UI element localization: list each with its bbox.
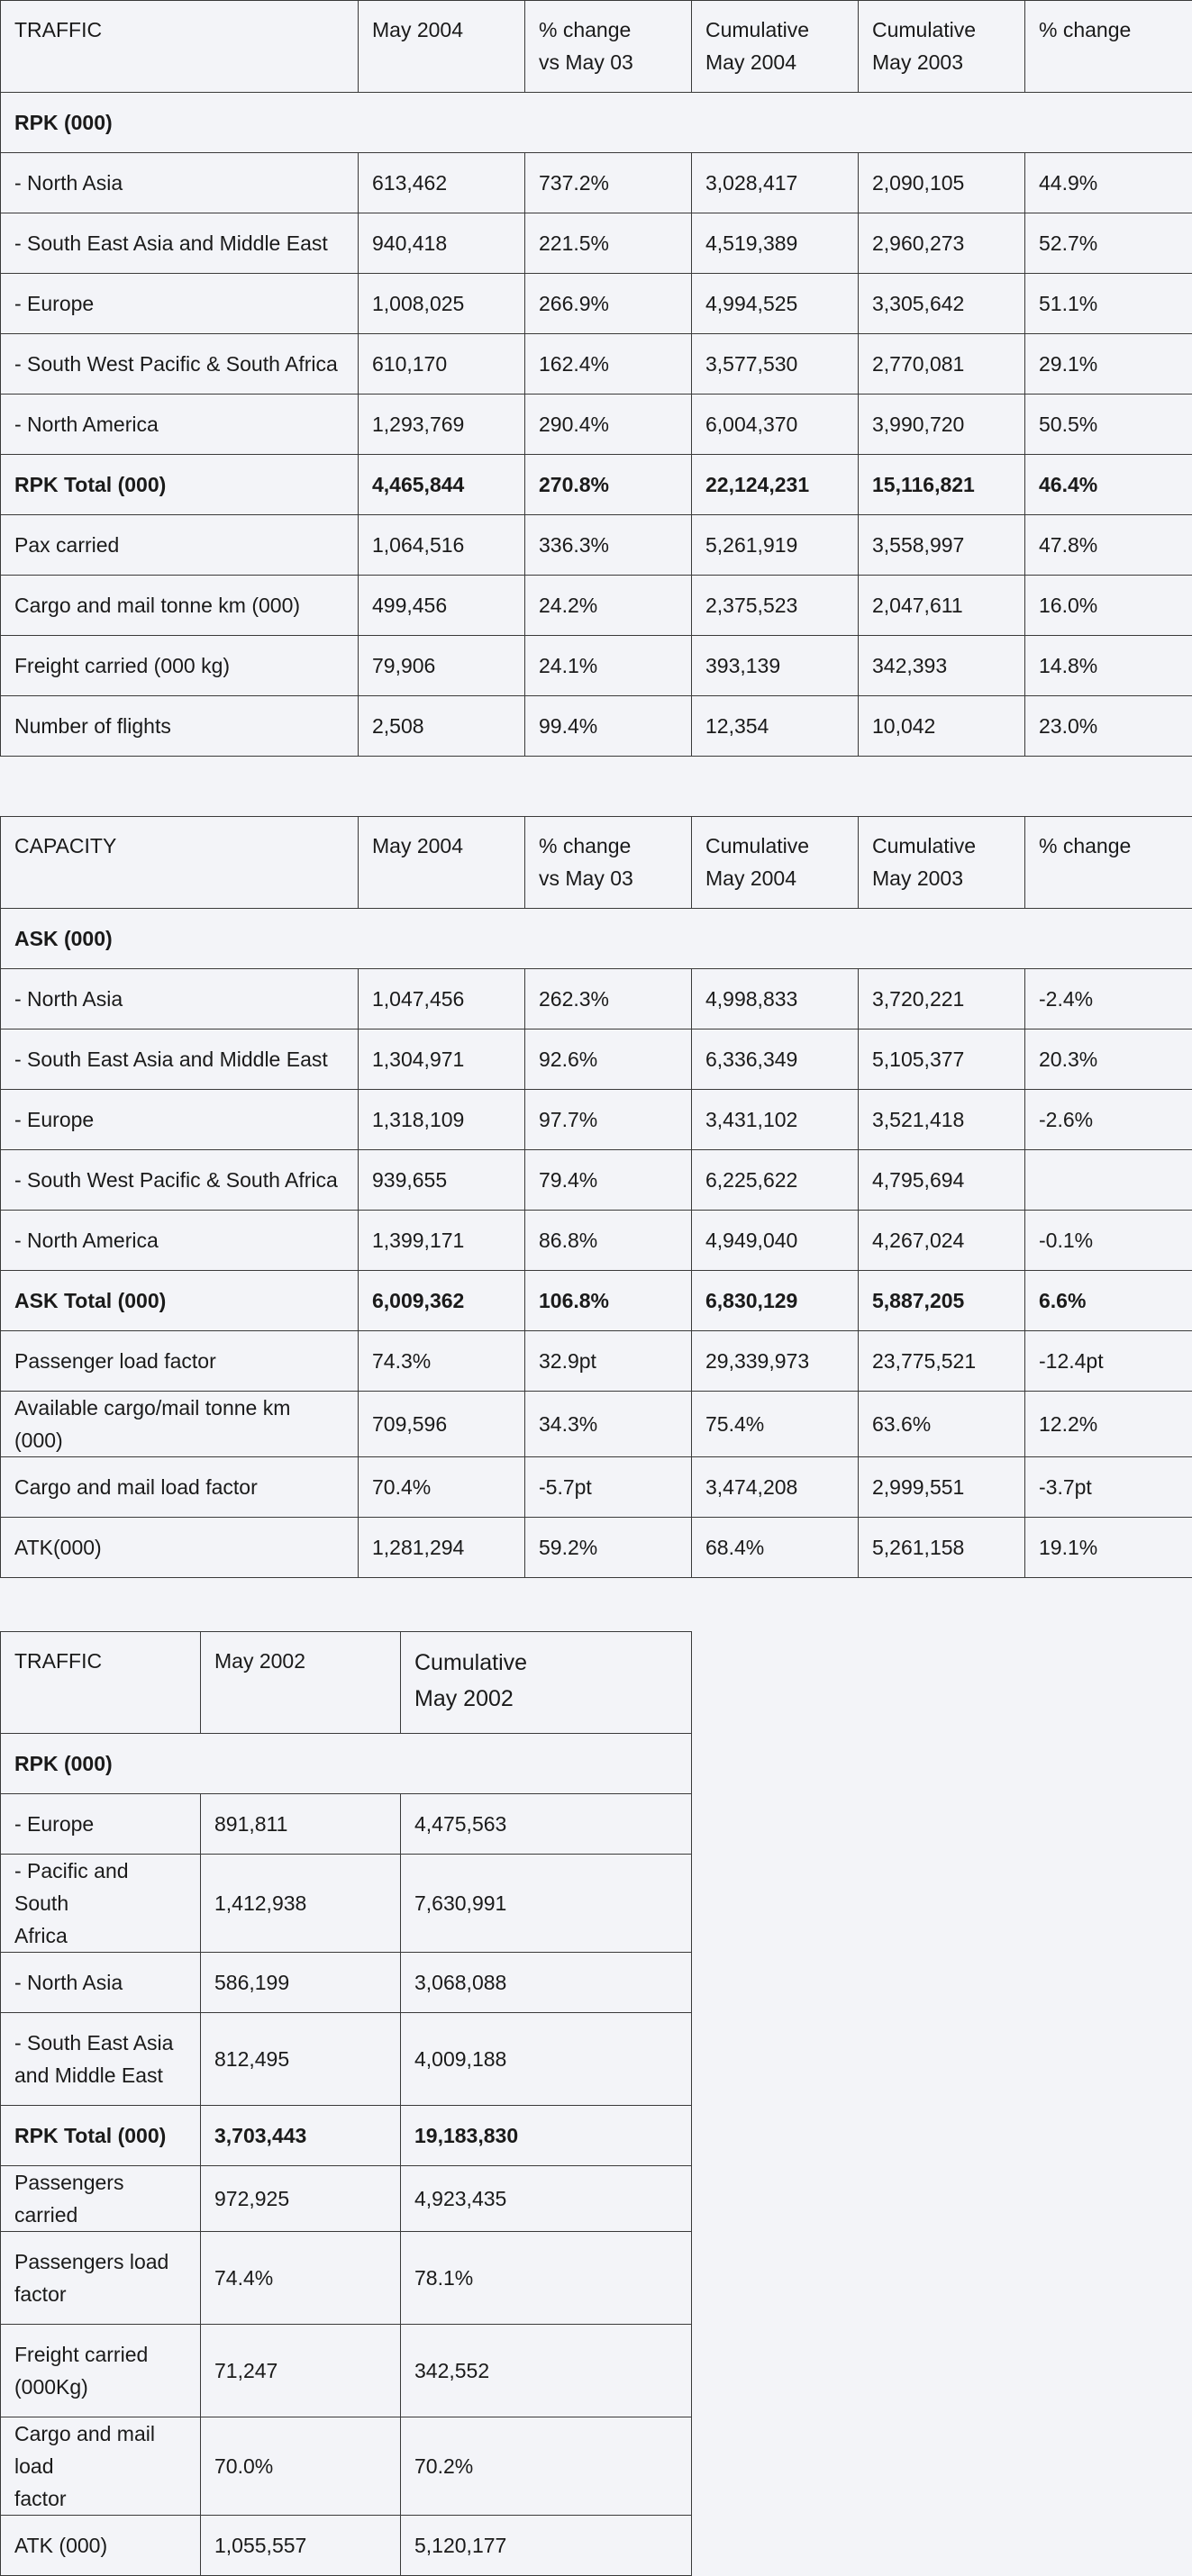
row-label: - South West Pacific & South Africa <box>1 1150 359 1211</box>
row-label: - North America <box>1 395 359 455</box>
traffic-section-label: RPK (000) <box>1 93 1192 153</box>
row-value: 3,474,208 <box>692 1457 859 1518</box>
table-row <box>1 696 1192 757</box>
row-value: 3,558,997 <box>859 515 1025 576</box>
row-value: 78.1% <box>401 2232 692 2325</box>
row-value: 342,552 <box>401 2325 692 2417</box>
row-value: 34.3% <box>525 1392 692 1457</box>
row-value: 24.2% <box>525 576 692 636</box>
row-label: - North America <box>1 1211 359 1271</box>
row-value: 75.4% <box>692 1392 859 1457</box>
capacity-header-cell: % change vs May 03 <box>525 817 692 909</box>
row-value: 3,703,443 <box>201 2106 401 2166</box>
row-value: 940,418 <box>359 213 525 274</box>
row-value: 1,399,171 <box>359 1211 525 1271</box>
capacity-header-cell: Cumulative May 2004 <box>692 817 859 909</box>
row-value <box>1025 1150 1192 1211</box>
row-value: 79.4% <box>525 1150 692 1211</box>
row-value: 262.3% <box>525 969 692 1029</box>
row-label: Passengers load factor <box>1 2232 201 2325</box>
row-value: 290.4% <box>525 395 692 455</box>
row-value: 97.7% <box>525 1090 692 1150</box>
table-row <box>1 1090 1192 1150</box>
row-label: - Europe <box>1 1090 359 1150</box>
row-value: 939,655 <box>359 1150 525 1211</box>
row-value: -3.7pt <box>1025 1457 1192 1518</box>
capacity-header-cell: Cumulative May 2003 <box>859 817 1025 909</box>
row-value: 106.8% <box>525 1271 692 1331</box>
row-value: 4,923,435 <box>401 2166 692 2232</box>
capacity-table <box>0 816 1192 1578</box>
table-row <box>1 1518 1192 1578</box>
row-value: 10,042 <box>859 696 1025 757</box>
table-row <box>1 2232 692 2325</box>
capacity-header-cell: CAPACITY <box>1 817 359 909</box>
table-row <box>1 1211 1192 1271</box>
row-value: 2,999,551 <box>859 1457 1025 1518</box>
row-value: 1,055,557 <box>201 2516 401 2576</box>
row-value: 63.6% <box>859 1392 1025 1457</box>
traffic-table <box>0 0 1192 757</box>
row-value: 52.7% <box>1025 213 1192 274</box>
traffic-header-cell: Cumulative May 2003 <box>859 1 1025 93</box>
table-row <box>1 2166 692 2232</box>
row-value: 6,225,622 <box>692 1150 859 1211</box>
row-value: 4,267,024 <box>859 1211 1025 1271</box>
row-label: RPK Total (000) <box>1 2106 201 2166</box>
row-value: 3,720,221 <box>859 969 1025 1029</box>
row-value: 4,949,040 <box>692 1211 859 1271</box>
row-value: 4,009,188 <box>401 2013 692 2106</box>
row-value: 12,354 <box>692 696 859 757</box>
row-value: 50.5% <box>1025 395 1192 455</box>
row-value: 5,120,177 <box>401 2516 692 2576</box>
row-value: 4,795,694 <box>859 1150 1025 1211</box>
table-row <box>1 213 1192 274</box>
row-label: Passengers carried <box>1 2166 201 2232</box>
traffic-2002-table-body <box>1 1632 692 2576</box>
row-label: Cargo and mail tonne km (000) <box>1 576 359 636</box>
row-value: 1,412,938 <box>201 1855 401 1953</box>
row-label: Number of flights <box>1 696 359 757</box>
row-value: 4,998,833 <box>692 969 859 1029</box>
row-label: Available cargo/mail tonne km (000) <box>1 1392 359 1457</box>
row-label: Cargo and mail load factor <box>1 2417 201 2516</box>
traffic-header-cell: May 2004 <box>359 1 525 93</box>
row-value: 972,925 <box>201 2166 401 2232</box>
row-value: 4,475,563 <box>401 1794 692 1855</box>
row-value: 5,261,158 <box>859 1518 1025 1578</box>
row-value: 221.5% <box>525 213 692 274</box>
row-label: - South East Asia and Middle East <box>1 1029 359 1090</box>
row-value: 5,887,205 <box>859 1271 1025 1331</box>
capacity-header-row <box>1 817 1192 909</box>
row-value: 19.1% <box>1025 1518 1192 1578</box>
table-row <box>1 334 1192 395</box>
row-value: 32.9pt <box>525 1331 692 1392</box>
row-value: 6,009,362 <box>359 1271 525 1331</box>
row-label: - North Asia <box>1 969 359 1029</box>
table-row <box>1 1392 1192 1457</box>
row-value: 16.0% <box>1025 576 1192 636</box>
row-value: 70.2% <box>401 2417 692 2516</box>
row-value: 5,105,377 <box>859 1029 1025 1090</box>
table-row <box>1 2516 692 2576</box>
row-label: Freight carried (000Kg) <box>1 2325 201 2417</box>
row-value: 336.3% <box>525 515 692 576</box>
row-value: 4,519,389 <box>692 213 859 274</box>
row-value: 70.0% <box>201 2417 401 2516</box>
row-label: - Europe <box>1 274 359 334</box>
row-value: 4,465,844 <box>359 455 525 515</box>
capacity-section-label: ASK (000) <box>1 909 1192 969</box>
row-value: 737.2% <box>525 153 692 213</box>
row-value: 74.3% <box>359 1331 525 1392</box>
row-value: 15,116,821 <box>859 455 1025 515</box>
row-value: 19,183,830 <box>401 2106 692 2166</box>
row-value: 59.2% <box>525 1518 692 1578</box>
row-label: Cargo and mail load factor <box>1 1457 359 1518</box>
row-value: 891,811 <box>201 1794 401 1855</box>
row-value: 1,064,516 <box>359 515 525 576</box>
row-value: 92.6% <box>525 1029 692 1090</box>
table-row <box>1 2325 692 2417</box>
row-value: -2.6% <box>1025 1090 1192 1150</box>
row-value: 74.4% <box>201 2232 401 2325</box>
row-value: 1,047,456 <box>359 969 525 1029</box>
row-value: 86.8% <box>525 1211 692 1271</box>
row-value: 709,596 <box>359 1392 525 1457</box>
capacity-header-cell: % change <box>1025 817 1192 909</box>
row-value: -5.7pt <box>525 1457 692 1518</box>
row-value: 3,028,417 <box>692 153 859 213</box>
row-value: 20.3% <box>1025 1029 1192 1090</box>
row-value: 44.9% <box>1025 153 1192 213</box>
row-label: - North Asia <box>1 153 359 213</box>
traffic-header-cell: TRAFFIC <box>1 1 359 93</box>
row-value: 7,630,991 <box>401 1855 692 1953</box>
row-value: 6,830,129 <box>692 1271 859 1331</box>
row-value: 4,994,525 <box>692 274 859 334</box>
row-value: 23,775,521 <box>859 1331 1025 1392</box>
row-value: 266.9% <box>525 274 692 334</box>
row-label: ATK(000) <box>1 1518 359 1578</box>
row-label: Pax carried <box>1 515 359 576</box>
row-value: 6.6% <box>1025 1271 1192 1331</box>
row-value: 47.8% <box>1025 515 1192 576</box>
table-row <box>1 395 1192 455</box>
row-value: 23.0% <box>1025 696 1192 757</box>
table-row <box>1 1150 1192 1211</box>
table-row <box>1 1331 1192 1392</box>
row-value: 79,906 <box>359 636 525 696</box>
row-value: 51.1% <box>1025 274 1192 334</box>
table-row <box>1 153 1192 213</box>
row-value: 2,960,273 <box>859 213 1025 274</box>
row-value: 1,008,025 <box>359 274 525 334</box>
row-value: 2,047,611 <box>859 576 1025 636</box>
row-value: 613,462 <box>359 153 525 213</box>
row-value: 610,170 <box>359 334 525 395</box>
row-value: 29.1% <box>1025 334 1192 395</box>
row-value: 3,577,530 <box>692 334 859 395</box>
capacity-header-cell: May 2004 <box>359 817 525 909</box>
row-value: 1,281,294 <box>359 1518 525 1578</box>
table-row <box>1 1271 1192 1331</box>
table-row <box>1 1953 692 2013</box>
table-row <box>1 455 1192 515</box>
traffic-2002-table <box>0 1631 692 2576</box>
row-value: 2,770,081 <box>859 334 1025 395</box>
row-value: 586,199 <box>201 1953 401 2013</box>
row-value: 70.4% <box>359 1457 525 1518</box>
row-value: 342,393 <box>859 636 1025 696</box>
table-row <box>1 636 1192 696</box>
row-value: 6,004,370 <box>692 395 859 455</box>
row-label: - Europe <box>1 1794 201 1855</box>
row-value: 1,318,109 <box>359 1090 525 1150</box>
traffic-header-row <box>1 1 1192 93</box>
table-row <box>1 2013 692 2106</box>
row-value: 393,139 <box>692 636 859 696</box>
row-value: 71,247 <box>201 2325 401 2417</box>
row-value: 14.8% <box>1025 636 1192 696</box>
row-value: 3,431,102 <box>692 1090 859 1150</box>
traffic-2002-header-cell: TRAFFIC <box>1 1632 201 1734</box>
row-value: 2,090,105 <box>859 153 1025 213</box>
row-value: 270.8% <box>525 455 692 515</box>
row-label: Freight carried (000 kg) <box>1 636 359 696</box>
row-value: 3,068,088 <box>401 1953 692 2013</box>
row-value: 162.4% <box>525 334 692 395</box>
row-value: 29,339,973 <box>692 1331 859 1392</box>
row-value: 2,508 <box>359 696 525 757</box>
capacity-section-row <box>1 909 1192 969</box>
row-value: -2.4% <box>1025 969 1192 1029</box>
table-row <box>1 1457 1192 1518</box>
traffic-header-cell: % change <box>1025 1 1192 93</box>
row-value: 499,456 <box>359 576 525 636</box>
row-value: 3,990,720 <box>859 395 1025 455</box>
row-label: - Pacific and South Africa <box>1 1855 201 1953</box>
row-value: 3,305,642 <box>859 274 1025 334</box>
traffic-2002-header-cell: Cumulative May 2002 <box>401 1632 692 1734</box>
traffic-header-cell: % change vs May 03 <box>525 1 692 93</box>
row-value: 24.1% <box>525 636 692 696</box>
table-row <box>1 274 1192 334</box>
row-label: - South West Pacific & South Africa <box>1 334 359 395</box>
table-row <box>1 1794 692 1855</box>
row-value: 68.4% <box>692 1518 859 1578</box>
row-value: 3,521,418 <box>859 1090 1025 1150</box>
row-label: RPK Total (000) <box>1 455 359 515</box>
row-label: - North Asia <box>1 1953 201 2013</box>
traffic-section-row <box>1 93 1192 153</box>
row-value: 46.4% <box>1025 455 1192 515</box>
table-row <box>1 515 1192 576</box>
row-value: -0.1% <box>1025 1211 1192 1271</box>
table-row <box>1 1029 1192 1090</box>
row-value: 5,261,919 <box>692 515 859 576</box>
table-row <box>1 2417 692 2516</box>
row-value: 812,495 <box>201 2013 401 2106</box>
table-row <box>1 2106 692 2166</box>
row-label: Passenger load factor <box>1 1331 359 1392</box>
traffic-2002-section-label: RPK (000) <box>1 1734 692 1794</box>
row-value: 2,375,523 <box>692 576 859 636</box>
row-value: 1,293,769 <box>359 395 525 455</box>
row-value: -12.4pt <box>1025 1331 1192 1392</box>
row-label: - South East Asia and Middle East <box>1 213 359 274</box>
table-row <box>1 1855 692 1953</box>
traffic-2002-header-cell: May 2002 <box>201 1632 401 1734</box>
row-label: ASK Total (000) <box>1 1271 359 1331</box>
row-value: 1,304,971 <box>359 1029 525 1090</box>
row-value: 12.2% <box>1025 1392 1192 1457</box>
row-label: - South East Asia and Middle East <box>1 2013 201 2106</box>
traffic-2002-header-row <box>1 1632 692 1734</box>
traffic-table-body <box>1 1 1192 757</box>
table-row <box>1 969 1192 1029</box>
traffic-header-cell: Cumulative May 2004 <box>692 1 859 93</box>
row-value: 22,124,231 <box>692 455 859 515</box>
row-value: 6,336,349 <box>692 1029 859 1090</box>
row-label: ATK (000) <box>1 2516 201 2576</box>
capacity-table-body <box>1 817 1192 1578</box>
traffic-2002-section-row <box>1 1734 692 1794</box>
table-row <box>1 576 1192 636</box>
row-value: 99.4% <box>525 696 692 757</box>
